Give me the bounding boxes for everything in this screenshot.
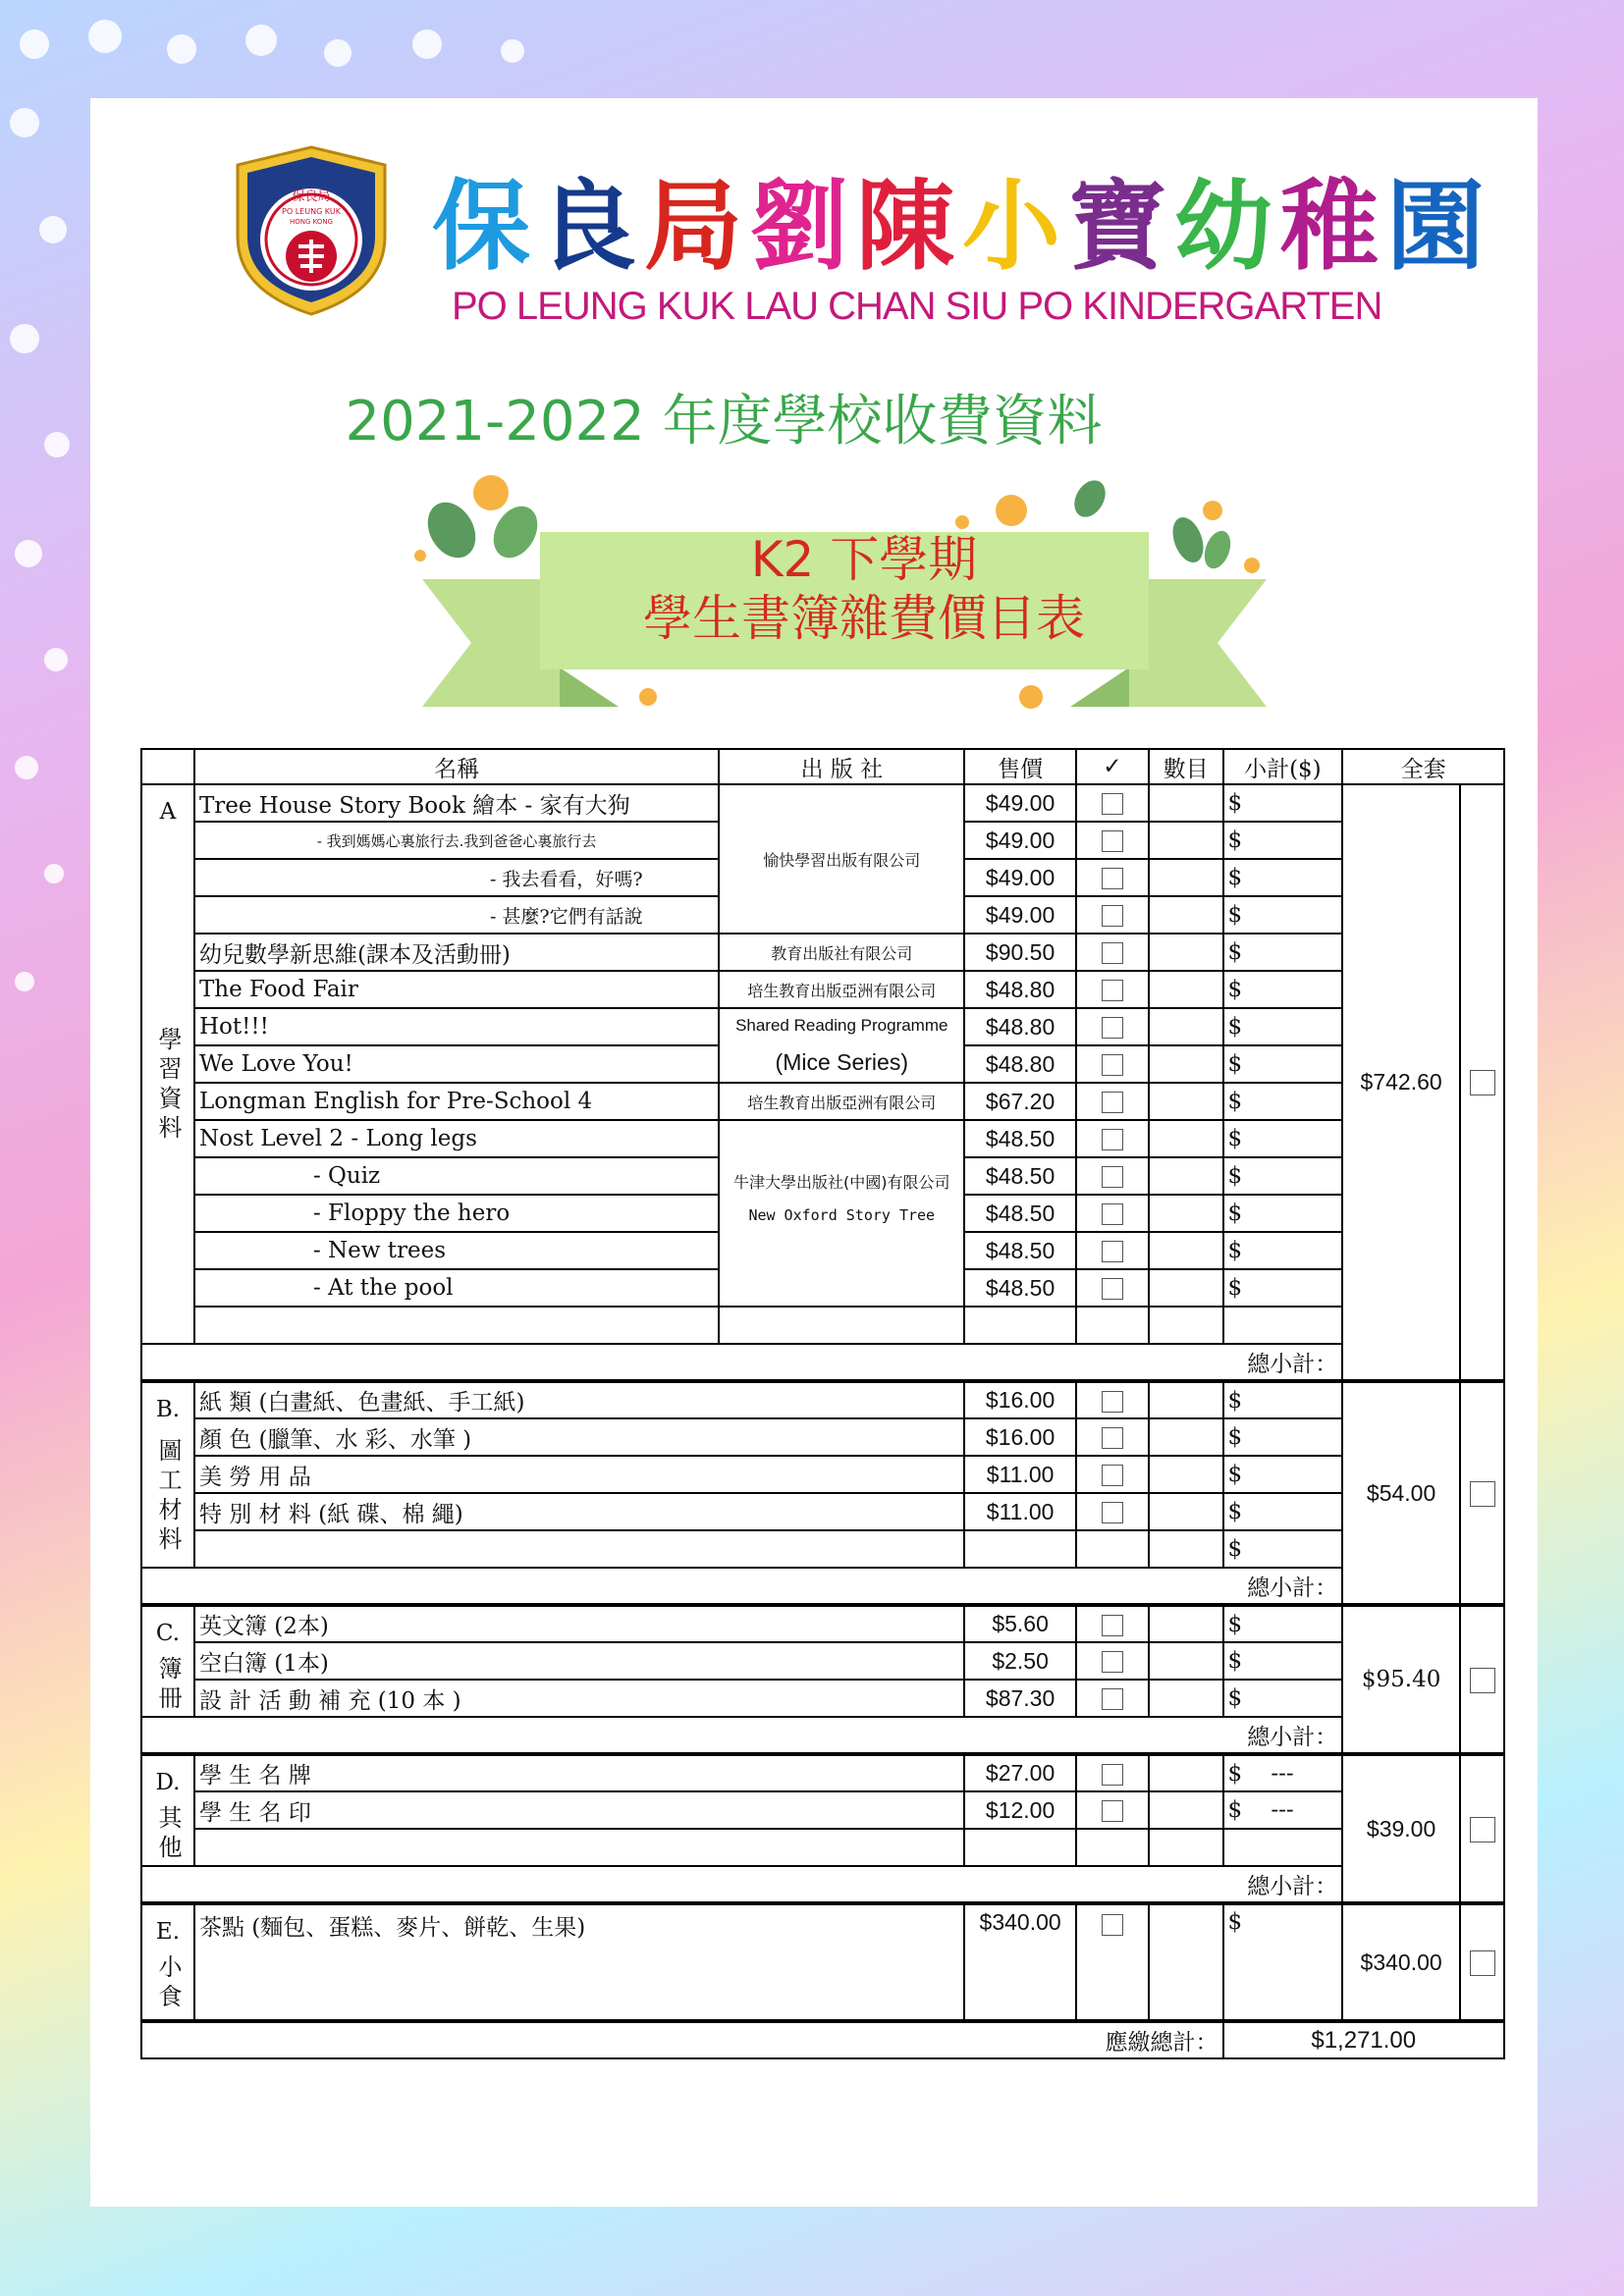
full-set-checkbox[interactable] bbox=[1470, 1070, 1495, 1095]
school-name-char: 保 bbox=[432, 169, 538, 284]
banner-line-1: K2 下學期 bbox=[750, 531, 978, 588]
quantity-cell[interactable] bbox=[1149, 1754, 1223, 1791]
select-checkbox[interactable] bbox=[1102, 1241, 1123, 1262]
quantity-cell[interactable] bbox=[1149, 1083, 1223, 1120]
quantity-cell[interactable] bbox=[1149, 1791, 1223, 1829]
section-a-label: A 學習資料 bbox=[141, 784, 194, 1344]
select-checkbox[interactable] bbox=[1102, 1800, 1123, 1822]
quantity-cell[interactable] bbox=[1149, 1045, 1223, 1083]
table-row: E. 小食 茶點 (麵包、蛋糕、麥片、餅乾、生果) $340.00 $ $340.00 bbox=[141, 1903, 1504, 2021]
table-row: - At the pool $48.50 $ bbox=[141, 1269, 1504, 1307]
select-checkbox[interactable] bbox=[1102, 905, 1123, 927]
select-checkbox[interactable] bbox=[1102, 1203, 1123, 1225]
quantity-cell[interactable] bbox=[1149, 1008, 1223, 1045]
quantity-cell[interactable] bbox=[1149, 1605, 1223, 1642]
table-row: 特 別 材 料 (紙 碟、棉 繩) $11.00 $ bbox=[141, 1493, 1504, 1530]
select-checkbox[interactable] bbox=[1102, 1465, 1123, 1486]
select-checkbox[interactable] bbox=[1102, 1391, 1123, 1413]
school-name-char: 寶 bbox=[1068, 169, 1174, 284]
table-row: 美 勞 用 品 $11.00 $ bbox=[141, 1456, 1504, 1493]
full-set-checkbox[interactable] bbox=[1470, 1668, 1495, 1693]
header-quantity: 數目 bbox=[1149, 749, 1223, 784]
select-checkbox[interactable] bbox=[1102, 793, 1123, 815]
select-checkbox[interactable] bbox=[1102, 830, 1123, 852]
table-row: B. 圖工材料 紙 類 (白畫紙、色畫紙、手工紙) $16.00 $ $54.00 bbox=[141, 1381, 1504, 1418]
select-checkbox[interactable] bbox=[1102, 942, 1123, 964]
school-name-char: 局 bbox=[644, 169, 750, 284]
quantity-cell[interactable] bbox=[1149, 971, 1223, 1008]
table-row: The Food Fair 培生教育出版亞洲有限公司 $48.80 $ bbox=[141, 971, 1504, 1008]
table-row: Longman English for Pre-School 4 培生教育出版亞洲有限公司 $67.20 $ bbox=[141, 1083, 1504, 1120]
table-row: - 甚麼?它們有話說 $49.00 $ bbox=[141, 896, 1504, 934]
svg-text:PO LEUNG KUK: PO LEUNG KUK bbox=[282, 207, 341, 216]
section-b-label: B. 圖工材料 bbox=[141, 1381, 194, 1568]
table-row: $ bbox=[141, 1530, 1504, 1568]
select-checkbox[interactable] bbox=[1102, 980, 1123, 1001]
select-checkbox[interactable] bbox=[1102, 1166, 1123, 1188]
quantity-cell[interactable] bbox=[1149, 1157, 1223, 1195]
school-name-chinese bbox=[432, 147, 1492, 289]
quantity-cell[interactable] bbox=[1149, 1680, 1223, 1717]
select-checkbox[interactable] bbox=[1102, 1764, 1123, 1786]
quantity-cell[interactable] bbox=[1149, 822, 1223, 859]
section-c-subtotal-row: 總小計： bbox=[141, 1717, 1504, 1754]
quantity-cell[interactable] bbox=[1149, 1903, 1223, 2021]
full-set-checkbox[interactable] bbox=[1470, 1817, 1495, 1842]
section-a-total: $742.60 bbox=[1342, 784, 1460, 1381]
quantity-cell[interactable] bbox=[1149, 1418, 1223, 1456]
grand-total-label: 應繳總計： bbox=[141, 2021, 1223, 2058]
quantity-cell[interactable] bbox=[1149, 934, 1223, 971]
select-checkbox[interactable] bbox=[1102, 1092, 1123, 1113]
table-row: C. 簿冊 英文簿 (2本) $5.60 $ $95.40 bbox=[141, 1605, 1504, 1642]
school-name-char: 幼 bbox=[1174, 169, 1280, 284]
select-checkbox[interactable] bbox=[1102, 1129, 1123, 1150]
quantity-cell[interactable] bbox=[1149, 859, 1223, 896]
section-c-total: $95.40 bbox=[1342, 1605, 1460, 1754]
header-name: 名稱 bbox=[194, 749, 719, 784]
header-publisher: 出 版 社 bbox=[719, 749, 964, 784]
select-checkbox[interactable] bbox=[1102, 1427, 1123, 1449]
quantity-cell[interactable] bbox=[1149, 1120, 1223, 1157]
header-price: 售價 bbox=[964, 749, 1076, 784]
table-row: - 我去看看，好嗎? $49.00 $ bbox=[141, 859, 1504, 896]
table-row: 空白簿 (1本) $2.50 $ bbox=[141, 1642, 1504, 1680]
quantity-cell[interactable] bbox=[1149, 1232, 1223, 1269]
table-row bbox=[141, 1829, 1504, 1866]
table-row: We Love You! $48.80 $ bbox=[141, 1045, 1504, 1083]
select-checkbox[interactable] bbox=[1102, 1017, 1123, 1039]
quantity-cell[interactable] bbox=[1149, 1381, 1223, 1418]
table-row: 學 生 名 印 $12.00 $ --- bbox=[141, 1791, 1504, 1829]
table-row: 幼兒數學新思維(課本及活動冊) 教育出版社有限公司 $90.50 $ bbox=[141, 934, 1504, 971]
table-row bbox=[141, 1307, 1504, 1344]
table-row: - Quiz $48.50 $ bbox=[141, 1157, 1504, 1195]
select-checkbox[interactable] bbox=[1102, 1615, 1123, 1636]
table-row: A 學習資料 Tree House Story Book 繪本 - 家有大狗 愉快學習出版有限公司 $49.00 $ $742.60 bbox=[141, 784, 1504, 822]
select-checkbox[interactable] bbox=[1102, 1651, 1123, 1673]
select-checkbox[interactable] bbox=[1102, 1278, 1123, 1300]
select-checkbox[interactable] bbox=[1102, 1502, 1123, 1523]
banner-title bbox=[530, 530, 1198, 648]
table-row: 顏 色 (臘筆、水 彩、水筆 ) $16.00 $ bbox=[141, 1418, 1504, 1456]
header-subtotal: 小計($) bbox=[1223, 749, 1343, 784]
table-header-row bbox=[141, 749, 1504, 784]
table-row: Nost Level 2 - Long legs 牛津大學出版社(中國)有限公司 New Oxford Story Tree $48.50 $ bbox=[141, 1120, 1504, 1157]
section-e-label: E. 小食 bbox=[141, 1903, 194, 2021]
svg-text:HONG KONG: HONG KONG bbox=[289, 218, 334, 226]
section-b-total: $54.00 bbox=[1342, 1381, 1460, 1605]
table-row: - New trees $48.50 $ bbox=[141, 1232, 1504, 1269]
school-name-char: 小 bbox=[962, 169, 1068, 284]
svg-text:保良局: 保良局 bbox=[292, 189, 331, 204]
section-c-label: C. 簿冊 bbox=[141, 1605, 194, 1717]
publisher-cell: 愉快學習出版有限公司 bbox=[719, 784, 964, 934]
school-name-char: 稚 bbox=[1280, 169, 1386, 284]
school-name-char: 園 bbox=[1386, 169, 1492, 284]
section-d-subtotal-row: 總小計： bbox=[141, 1866, 1504, 1903]
select-checkbox[interactable] bbox=[1102, 1054, 1123, 1076]
section-a-subtotal-row: 總小計： bbox=[141, 1344, 1504, 1381]
quantity-cell[interactable] bbox=[1149, 896, 1223, 934]
section-e-total: $340.00 bbox=[1342, 1903, 1460, 2021]
table-row: - 我到媽媽心裏旅行去.我到爸爸心裏旅行去 $49.00 $ bbox=[141, 822, 1504, 859]
school-logo bbox=[228, 143, 395, 318]
quantity-cell[interactable] bbox=[1149, 1269, 1223, 1307]
select-checkbox[interactable] bbox=[1102, 868, 1123, 889]
section-d-label: D. 其他 bbox=[141, 1754, 194, 1866]
school-name-char: 劉 bbox=[750, 169, 856, 284]
table-row: - Floppy the hero $48.50 $ bbox=[141, 1195, 1504, 1232]
page-title: 2021-2022 年度學校收費資料 bbox=[345, 390, 1103, 454]
grand-total-value: $1,271.00 bbox=[1223, 2021, 1505, 2058]
quantity-cell[interactable] bbox=[1149, 784, 1223, 822]
full-set-checkbox[interactable] bbox=[1470, 1950, 1495, 1976]
header-check: ✓ bbox=[1076, 749, 1149, 784]
section-b-subtotal-row: 總小計： bbox=[141, 1568, 1504, 1605]
quantity-cell[interactable] bbox=[1149, 1195, 1223, 1232]
section-d-total: $39.00 bbox=[1342, 1754, 1460, 1903]
school-name-english: PO LEUNG KUK LAU CHAN SIU PO KINDERGARTEN bbox=[452, 285, 1382, 328]
table-row: Hot!!! Shared Reading Programme (Mice Series) $48.80 $ bbox=[141, 1008, 1504, 1045]
table-row: 設 計 活 動 補 充 (10 本 ) $87.30 $ bbox=[141, 1680, 1504, 1717]
banner-line-2: 學生書簿雜費價目表 bbox=[643, 590, 1085, 647]
quantity-cell[interactable] bbox=[1149, 1642, 1223, 1680]
school-name-char: 陳 bbox=[856, 169, 962, 284]
school-name-char: 良 bbox=[538, 169, 644, 284]
table-row: D. 其他 學 生 名 牌 $27.00 $ --- $39.00 bbox=[141, 1754, 1504, 1791]
select-checkbox[interactable] bbox=[1102, 1688, 1123, 1710]
grand-total-row bbox=[141, 2021, 1504, 2058]
fee-table bbox=[140, 748, 1505, 2059]
quantity-cell[interactable] bbox=[1149, 1493, 1223, 1530]
select-checkbox[interactable] bbox=[1102, 1914, 1123, 1936]
quantity-cell[interactable] bbox=[1149, 1456, 1223, 1493]
full-set-checkbox[interactable] bbox=[1470, 1481, 1495, 1507]
header-full-set: 全套 bbox=[1342, 749, 1504, 784]
